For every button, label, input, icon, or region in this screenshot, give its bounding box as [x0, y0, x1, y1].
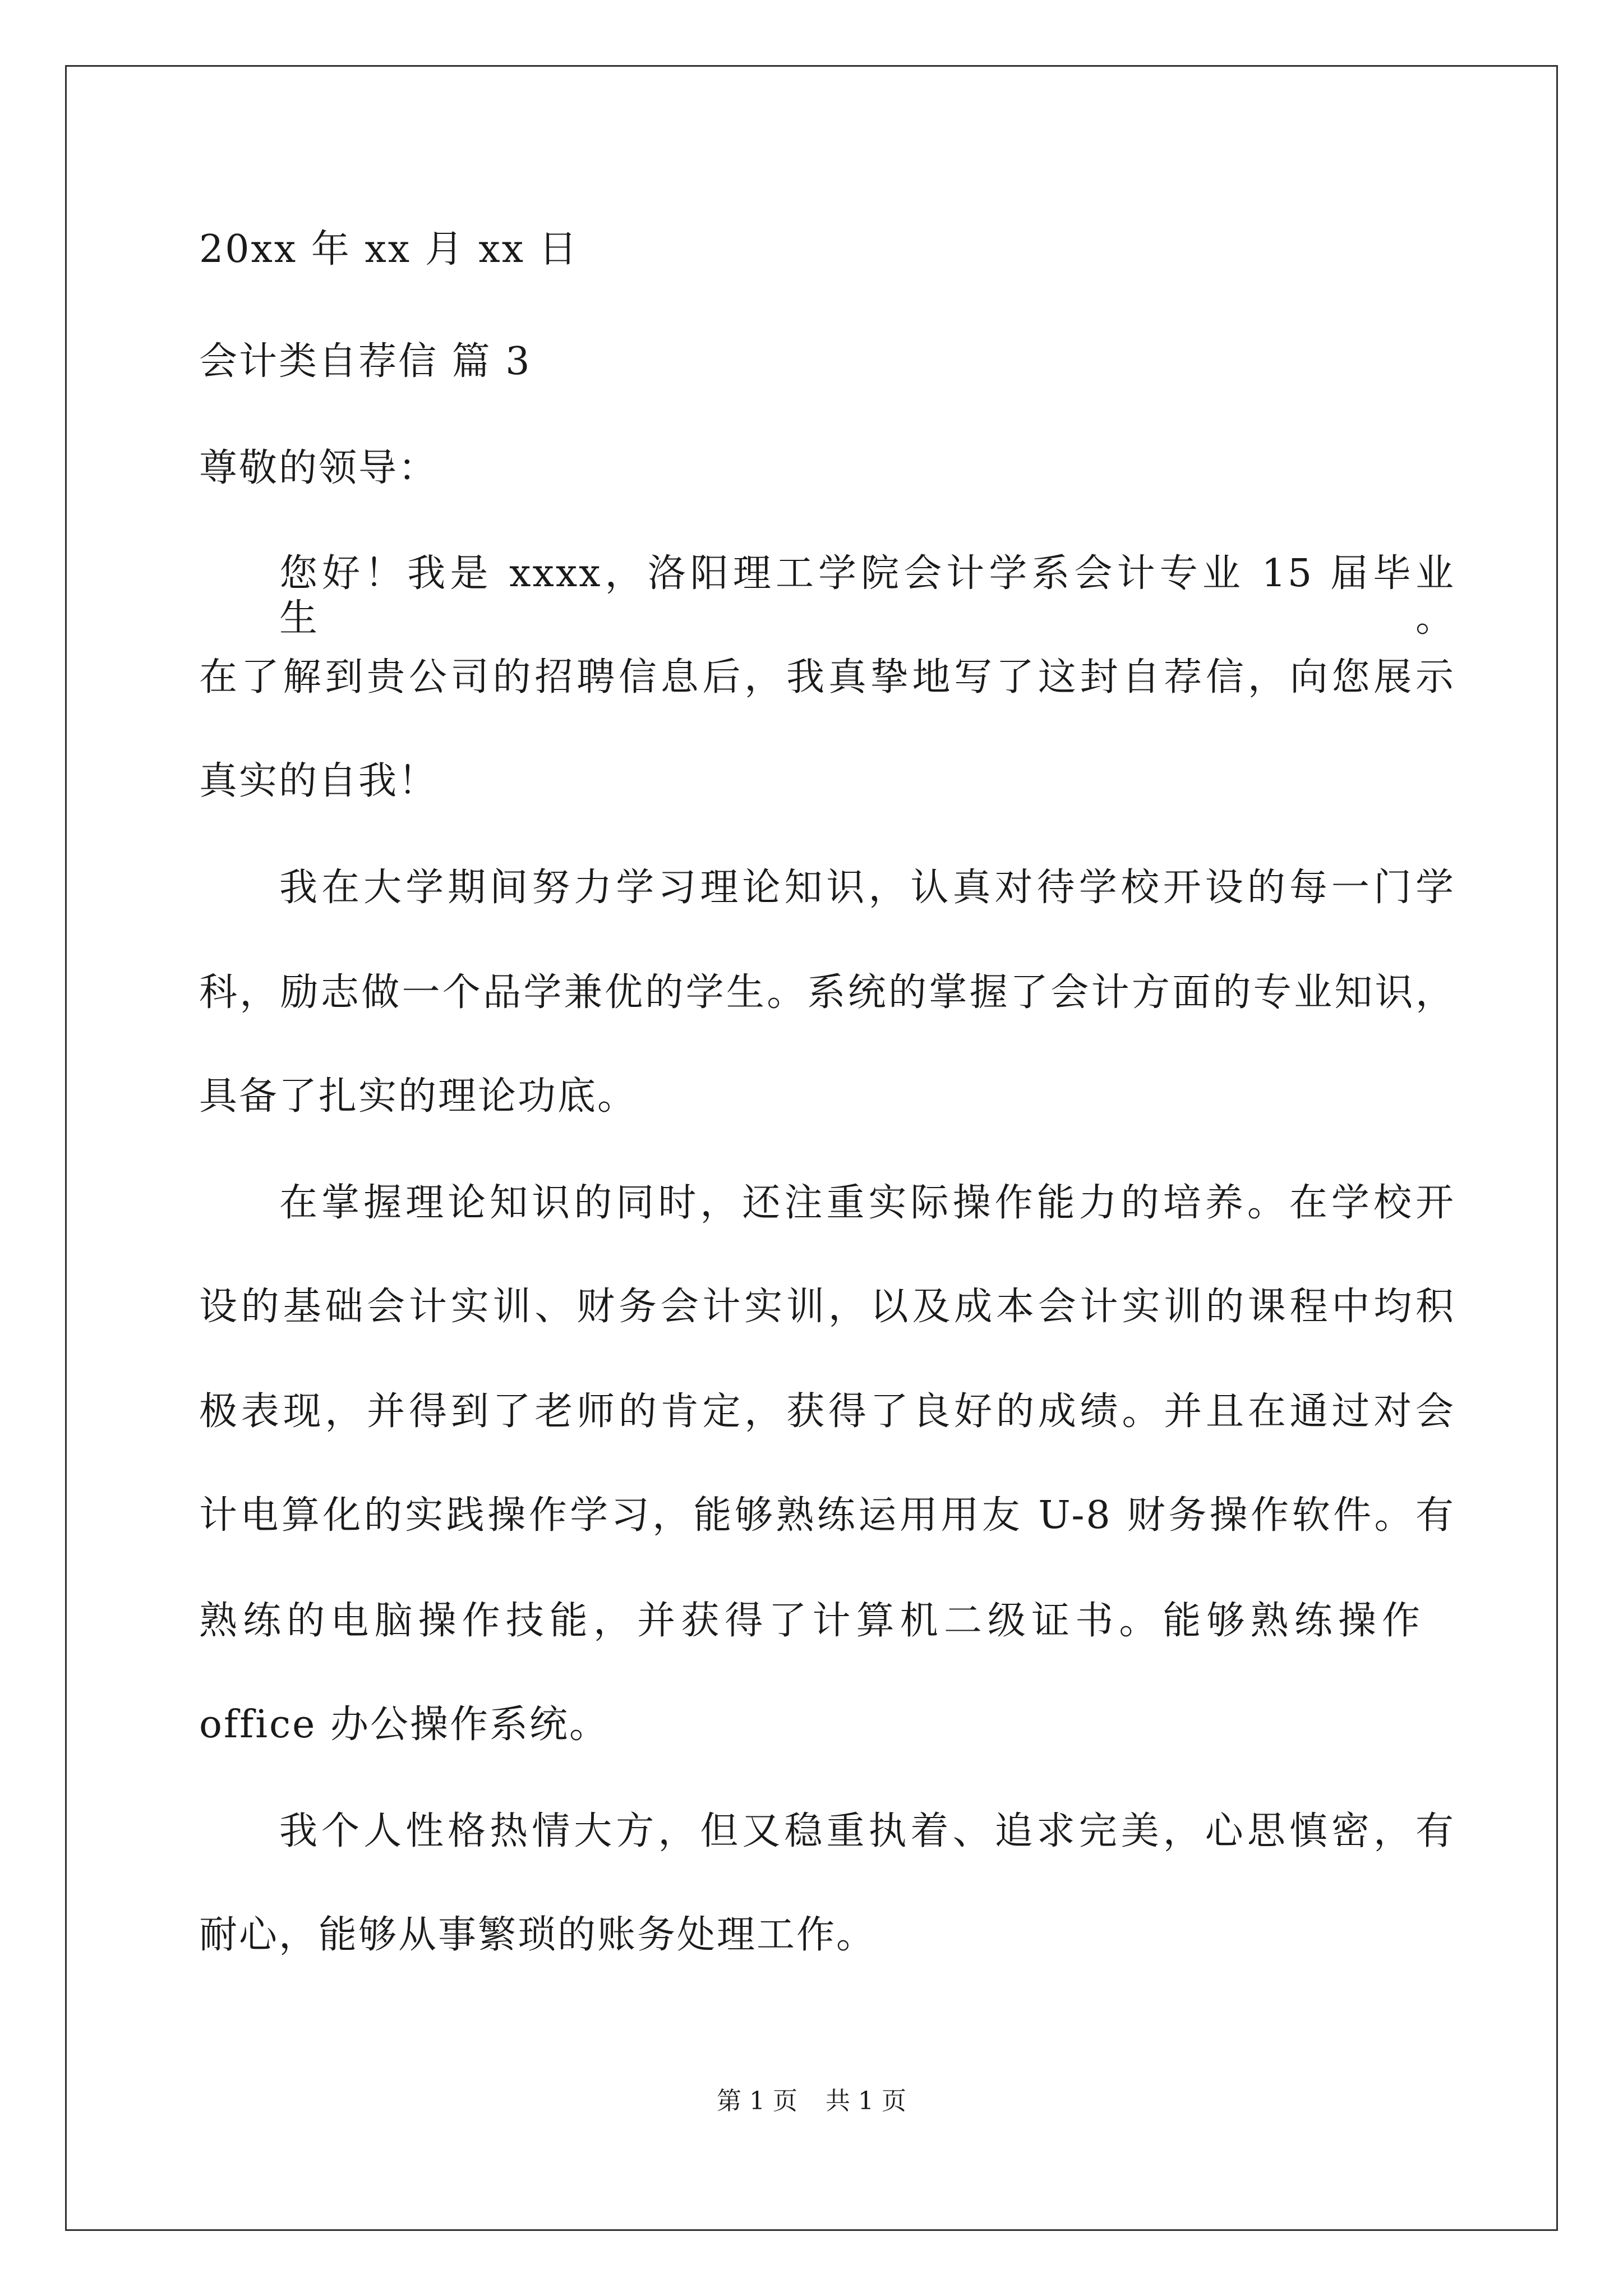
paragraph-2-line-3: 具备了扎实的理论功底。 [199, 1074, 638, 1119]
page-number-current: 第 1 页 [717, 2087, 797, 2115]
paragraph-3-line-4: 计电算化的实践操作学习，能够熟练运用用友 U-8 财务操作软件。有 [199, 1493, 1455, 1538]
page-number-total: 共 1 页 [826, 2087, 906, 2115]
page-border [65, 65, 1558, 2231]
paragraph-3-line-2: 设的基础会计实训、财务会计实训，以及成本会计实训的课程中均积 [199, 1285, 1455, 1329]
paragraph-3-line-3: 极表现，并得到了老师的肯定，获得了良好的成绩。并且在通过对会 [199, 1389, 1455, 1434]
page-footer [0, 2087, 1623, 2115]
salutation: 尊敬的领导： [199, 446, 439, 490]
paragraph-3-line-1: 在掌握理论知识的同时，还注重实际操作能力的培养。在学校开 [279, 1181, 1455, 1225]
letter-heading: 会计类自荐信 篇 3 [199, 339, 532, 384]
paragraph-2-line-1: 我在大学期间努力学习理论知识，认真对待学校开设的每一门学 [279, 866, 1455, 910]
paragraph-1-line-1: 您好！我是 xxxx，洛阳理工学院会计学系会计专业 15 届毕业生。 [279, 551, 1455, 641]
paragraph-1-line-2: 在了解到贵公司的招聘信息后，我真挚地写了这封自荐信，向您展示 [199, 655, 1455, 700]
paragraph-3-line-5: 熟练的电脑操作技能，并获得了计算机二级证书。能够熟练操作 [199, 1599, 1422, 1643]
paragraph-1-line-3: 真实的自我！ [199, 759, 439, 803]
date-line: 20xx 年 xx 月 xx 日 [199, 227, 579, 272]
paragraph-2-line-2: 科，励志做一个品学兼优的学生。系统的掌握了会计方面的专业知识， [199, 970, 1455, 1015]
paragraph-4-line-1: 我个人性格热情大方，但又稳重执着、追求完美，心思慎密，有 [279, 1809, 1455, 1853]
paragraph-4-line-2: 耐心，能够从事繁琐的账务处理工作。 [199, 1913, 877, 1957]
paragraph-3-line-6: office 办公操作系统。 [199, 1703, 609, 1747]
